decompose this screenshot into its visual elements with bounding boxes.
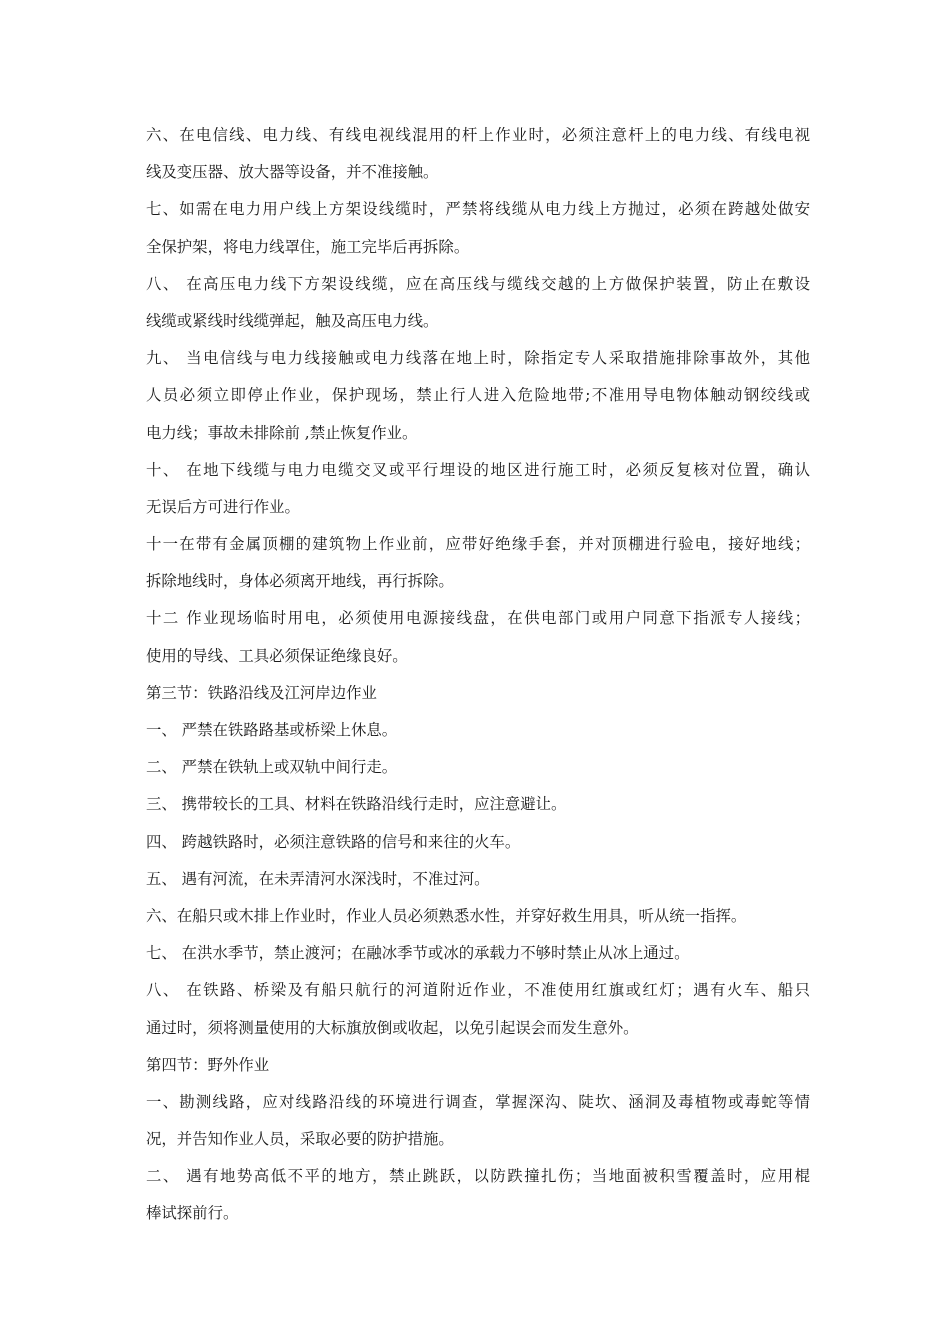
document-text-line: 第四节：野外作业 — [146, 1055, 270, 1074]
document-text-line: 八、 在铁路、桥梁及有船只航行的河道附近作业，不准使用红旗或红灯；遇有火车、船只 — [146, 981, 810, 1000]
document-text-line: 十、 在地下线缆与电力电缆交叉或平行埋设的地区进行施工时，必须反复核对位置，确认 — [146, 460, 810, 479]
document-text-line: 八、 在高压电力线下方架设线缆，应在高压线与缆线交越的上方做保护装置，防止在敷设 — [146, 274, 810, 293]
document-text-line: 线及变压器、放大器等设备，并不准接触。 — [146, 163, 439, 182]
document-text-line: 通过时，须将测量使用的大标旗放倒或收起，以免引起误会而发生意外。 — [146, 1018, 639, 1037]
document-text-line: 三、 携带较长的工具、材料在铁路沿线行走时，应注意避让。 — [146, 795, 567, 814]
document-text-line: 二、 遇有地势高低不平的地方，禁止跳跃，以防跌撞扎伤；当地面被积雪覆盖时，应用棍 — [146, 1167, 810, 1186]
document-text-line: 十二 作业现场临时用电，必须使用电源接线盘，在供电部门或用户同意下指派专人接线； — [146, 609, 810, 628]
document-text-line: 况，并告知作业人员，采取必要的防护措施。 — [146, 1130, 454, 1149]
document-text-line: 七、如需在电力用户线上方架设线缆时，严禁将线缆从电力线上方抛过，必须在跨越处做安 — [146, 200, 810, 219]
document-text-line: 第三节：铁路沿线及江河岸边作业 — [146, 683, 377, 702]
document-text-line: 电力线；事故未排除前 ,禁止恢复作业。 — [146, 423, 418, 442]
document-text-line: 二、 严禁在铁轨上或双轨中间行走。 — [146, 758, 398, 777]
document-text-line: 棒试探前行。 — [146, 1204, 239, 1223]
document-text-line: 一、勘测线路，应对线路沿线的环境进行调查，掌握深沟、陡坎、涵洞及毒植物或毒蛇等情 — [146, 1092, 810, 1111]
document-text-line: 十一在带有金属顶棚的建筑物上作业前，应带好绝缘手套，并对顶棚进行验电，接好地线； — [146, 535, 810, 554]
document-text-line: 六、在船只或木排上作业时，作业人员必须熟悉水性，并穿好救生用具，听从统一指挥。 — [146, 906, 747, 925]
document-text-line: 线缆或紧线时线缆弹起，触及高压电力线。 — [146, 311, 439, 330]
document-text-line: 使用的导线、工具必须保证绝缘良好。 — [146, 646, 408, 665]
document-text-line: 全保护架，将电力线罩住，施工完毕后再拆除。 — [146, 237, 470, 256]
document-text-line: 五、 遇有河流，在未弄清河水深浅时，不准过河。 — [146, 869, 490, 888]
document-text-line: 六、在电信线、电力线、有线电视线混用的杆上作业时，必须注意杆上的电力线、有线电视 — [146, 126, 810, 144]
document-text-line: 一、 严禁在铁路路基或桥梁上休息。 — [146, 721, 398, 739]
document-text-line: 无误后方可进行作业。 — [146, 497, 300, 516]
document-text-line: 九、 当电信线与电力线接触或电力线落在地上时，除指定专人采取措施排除事故外，其他 — [146, 349, 810, 368]
document-text-line: 四、 跨越铁路时，必须注意铁路的信号和来往的火车。 — [146, 832, 521, 851]
document-text-line: 拆除地线时，身体必须离开地线，再行拆除。 — [146, 572, 454, 591]
document-text-line: 七、 在洪水季节，禁止渡河；在融冰季节或冰的承载力不够时禁止从冰上通过。 — [146, 944, 690, 963]
document-text-line: 人员必须立即停止作业，保护现场，禁止行人进入危险地带;不准用导电物体触动钢绞线或 — [146, 386, 810, 405]
document-page — [146, 117, 810, 1233]
